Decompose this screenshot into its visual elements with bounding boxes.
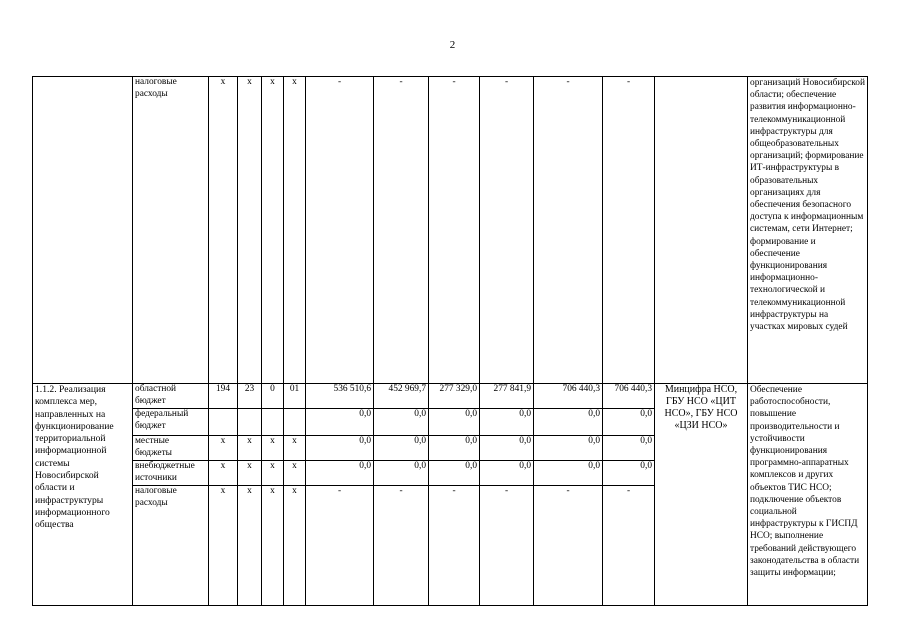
value-cell: 0,0: [306, 436, 374, 461]
program-name-cell: 1.1.2. Реализация комплекса мер, направленных на функционирование территориальной информационной системы Новосибирской области и инфраструктуры информационного общества: [33, 384, 133, 606]
source-cell: областной бюджет: [133, 384, 209, 409]
value-cell: 0,0: [306, 409, 374, 436]
value-cell: -: [429, 77, 480, 384]
value-cell: -: [534, 77, 603, 384]
code-cell: х: [209, 436, 238, 461]
code-cell: [209, 409, 238, 436]
code-cell: х: [284, 461, 306, 486]
code-cell: [262, 409, 284, 436]
value-cell: 0,0: [480, 409, 534, 436]
code-cell: х: [262, 77, 284, 384]
code-cell: х: [209, 77, 238, 384]
value-cell: 0,0: [429, 409, 480, 436]
value-cell: 0,0: [534, 461, 603, 486]
value-cell: 277 841,9: [480, 384, 534, 409]
result-cell: Обеспечение работоспособности, повышение производительности и устойчивости функционирования программно-аппаратных комплексов и других объектов ТИС НСО; подключение объектов социальной инфраструктуры к ГИСПД НСО; выполнение требований действующего законодательства в области защиты информации;: [748, 384, 868, 606]
value-cell: 0,0: [374, 461, 429, 486]
code-cell: х: [284, 77, 306, 384]
value-cell: 0,0: [534, 436, 603, 461]
value-cell: 0,0: [429, 436, 480, 461]
code-cell: 01: [284, 384, 306, 409]
code-cell: х: [262, 486, 284, 606]
value-cell: 706 440,3: [603, 384, 655, 409]
result-cell: организаций Новосибирской области; обеспечение развития информационно-телекоммуникационной инфраструктуры для общеобразовательных организаций; формирование ИТ-инфраструктуры в образовательных организациях для обеспечения безопасного доступа к информационным системам, сети Интернет; формирование и обеспечение функционирования информационно-технологической и телекоммуникационной инфраструктуры на участках мировых судей: [748, 77, 868, 384]
source-cell: внебюджетные источники: [133, 461, 209, 486]
source-cell: налоговые расходы: [133, 77, 209, 384]
value-cell: -: [306, 486, 374, 606]
table-row: [33, 384, 868, 409]
program-name-cell: [33, 77, 133, 384]
value-cell: 0,0: [374, 409, 429, 436]
value-cell: 0,0: [534, 409, 603, 436]
code-cell: х: [209, 486, 238, 606]
code-cell: х: [238, 77, 262, 384]
code-cell: х: [209, 461, 238, 486]
value-cell: 0,0: [480, 436, 534, 461]
value-cell: 0,0: [374, 436, 429, 461]
budget-table: [32, 76, 868, 606]
code-cell: 23: [238, 384, 262, 409]
code-cell: 0: [262, 384, 284, 409]
value-cell: -: [534, 486, 603, 606]
executor-cell: [655, 77, 748, 384]
code-cell: х: [262, 461, 284, 486]
page-number: 2: [449, 39, 456, 51]
source-cell: федеральный бюджет: [133, 409, 209, 436]
code-cell: [238, 409, 262, 436]
value-cell: 0,0: [603, 436, 655, 461]
code-cell: х: [284, 486, 306, 606]
value-cell: 452 969,7: [374, 384, 429, 409]
value-cell: 536 510,6: [306, 384, 374, 409]
table-row: [33, 77, 868, 384]
value-cell: -: [603, 486, 655, 606]
value-cell: -: [603, 77, 655, 384]
value-cell: 0,0: [603, 461, 655, 486]
code-cell: х: [238, 486, 262, 606]
value-cell: 0,0: [429, 461, 480, 486]
value-cell: 0,0: [480, 461, 534, 486]
value-cell: 0,0: [306, 461, 374, 486]
value-cell: -: [429, 486, 480, 606]
code-cell: х: [284, 436, 306, 461]
value-cell: -: [480, 77, 534, 384]
value-cell: 0,0: [603, 409, 655, 436]
value-cell: -: [480, 486, 534, 606]
executor-cell: Минцифра НСО, ГБУ НСО «ЦИТ НСО», ГБУ НСО «ЦЗИ НСО»: [655, 384, 748, 606]
source-cell: налоговые расходы: [133, 486, 209, 606]
value-cell: -: [374, 486, 429, 606]
code-cell: х: [262, 436, 284, 461]
code-cell: х: [238, 461, 262, 486]
value-cell: 277 329,0: [429, 384, 480, 409]
value-cell: -: [374, 77, 429, 384]
source-cell: местные бюджеты: [133, 436, 209, 461]
code-cell: 194: [209, 384, 238, 409]
code-cell: х: [238, 436, 262, 461]
code-cell: [284, 409, 306, 436]
value-cell: 706 440,3: [534, 384, 603, 409]
value-cell: -: [306, 77, 374, 384]
